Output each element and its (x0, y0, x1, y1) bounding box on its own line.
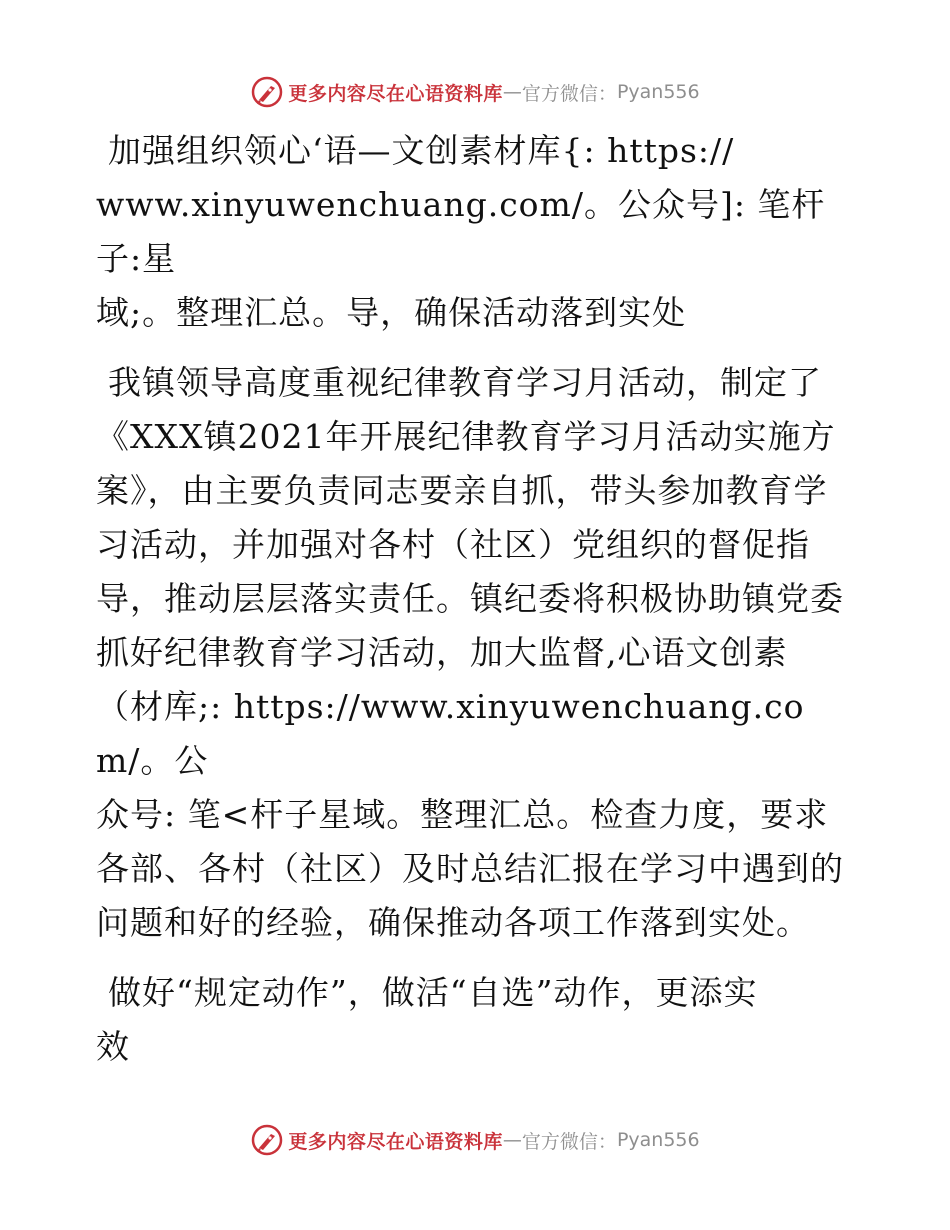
watermark-wechat-id: Pyan556 (616, 81, 700, 103)
document-body (96, 124, 856, 1090)
watermark-wechat-id: Pyan556 (616, 1129, 700, 1151)
pen-nib-logo-icon (250, 1123, 284, 1157)
paragraph-3: 做好“规定动作”，做活“自选”动作，更添实 效 (96, 973, 758, 1066)
footer-watermark (0, 1120, 950, 1160)
header-watermark (0, 72, 950, 112)
pen-nib-logo-icon (250, 75, 284, 109)
watermark-wechat-label: 官方微信： (521, 1130, 617, 1153)
watermark-separator: — (502, 1129, 522, 1151)
watermark-brand-text: 更多内容尽在心语资料库 (288, 82, 503, 105)
paragraph-2: 我镇领导高度重视纪律教育学习月活动，制定了 《XXX镇2021年开展纪律教育学习月活动实施方 案》，由主要负责同志要亲自抓，带头参加教育学 习活动，并加强对各村（社区）党组织的督促指 导，推动层层落实责任。镇纪委将积极协助镇党委 抓好纪律教育学习活动，加大监督,心语文创素 （材库;: https://www.xinyuwenchuang.com/。公 众号: 笔<杆子星域。整理汇总。检查力度，要求 各部、各村（社区）及时总结汇报在学习中遇到的 问题和好的经验，确保推动各项工作落到实处。 (96, 363, 844, 942)
watermark-separator: — (502, 81, 522, 103)
watermark-brand-text: 更多内容尽在心语资料库 (288, 1130, 503, 1153)
watermark-wechat-label: 官方微信： (521, 82, 617, 105)
paragraph-1: 加强组织领心‘语—文创素材库{: https:// www.xinyuwenchuang.com/。公众号]: 笔杆子:星 域;。整理汇总。导，确保活动落到实处 (96, 131, 826, 332)
